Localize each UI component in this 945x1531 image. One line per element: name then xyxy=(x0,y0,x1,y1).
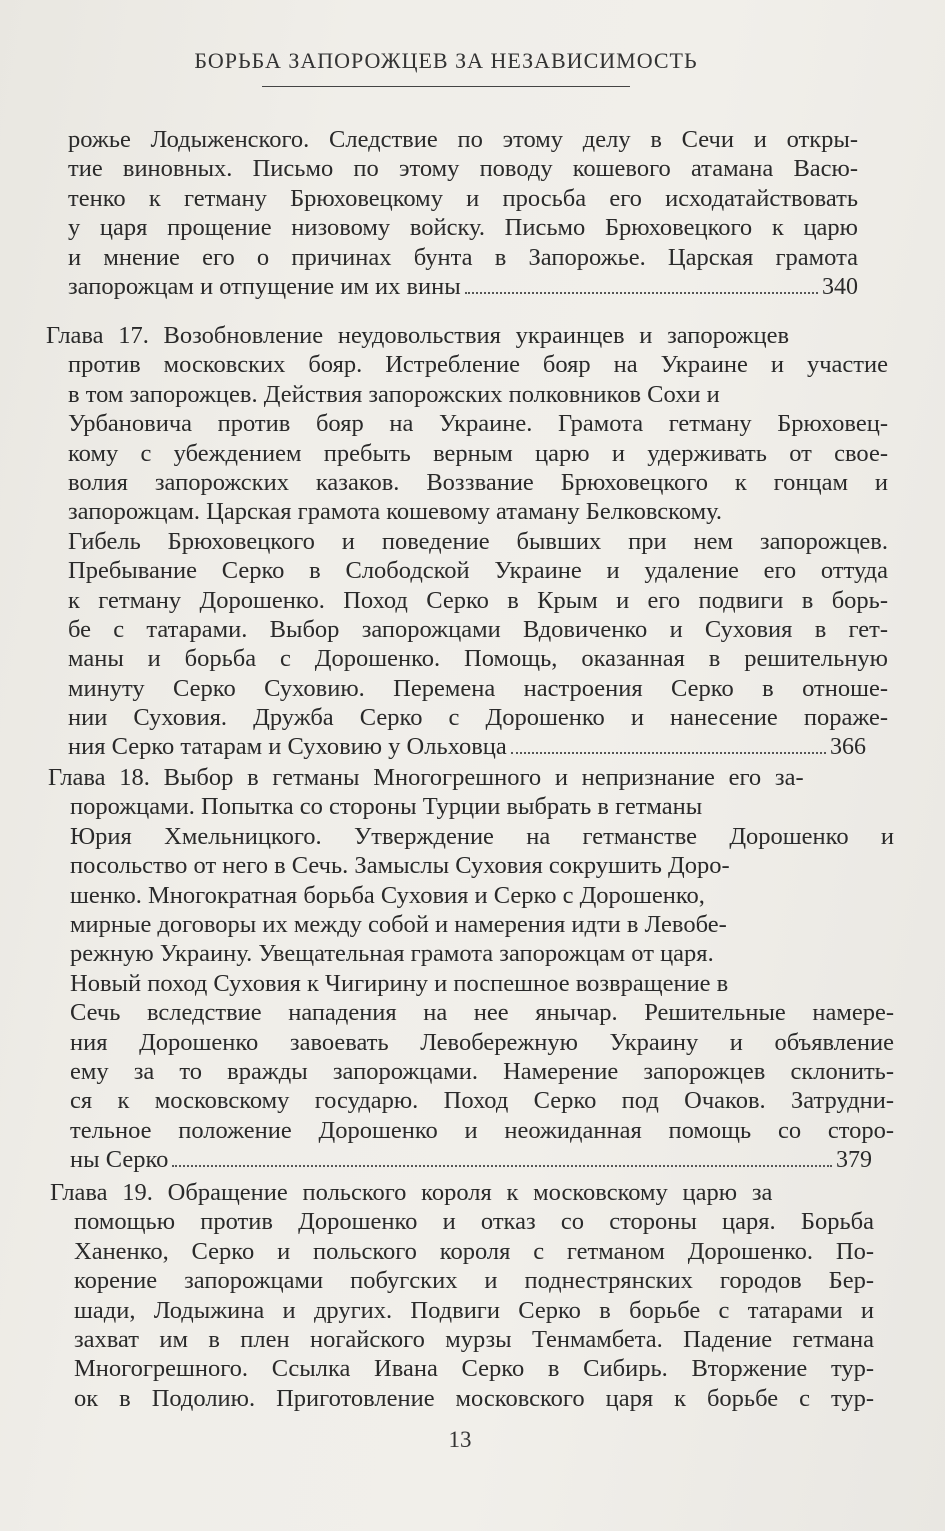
toc-entry-chapter-17 xyxy=(46,321,888,762)
toc-line: шенко. Многократная борьба Суховия и Серко с Дорошенко, xyxy=(70,881,705,909)
page-number: 366 xyxy=(830,734,866,761)
toc-line: шади, Лодыжина и других. Подвиги Серко в борьбе с татарами и xyxy=(74,1296,874,1324)
toc-line: Ханенко, Серко и польского короля с гетманом Дорошенко. По- xyxy=(74,1237,874,1265)
toc-entry-chapter-19 xyxy=(50,1178,874,1413)
page-folio: 13 xyxy=(448,1427,472,1452)
toc-leader-line xyxy=(68,732,866,761)
toc-line: ния Дорошенко завоевать Левобережную Украину и объявление xyxy=(70,1028,894,1056)
toc-line: рожье Лодыженского. Следствие по этому делу в Сечи и откры- xyxy=(68,126,858,153)
toc-line: Пребывание Серко в Слободской Украине и удаление его оттуда xyxy=(68,557,888,585)
toc-leader-line xyxy=(70,1145,872,1174)
toc-line: нии Суховия. Дружба Серко с Дорошенко и нанесение пораже- xyxy=(68,704,888,732)
toc-line: Урбановича против бояр на Украине. Грамота гетману Брюховец- xyxy=(68,410,888,438)
toc-line: ему за то вражды запорожцами. Намерение запорожцев склонить- xyxy=(70,1057,894,1085)
toc-line: против московских бояр. Истребление бояр на Украине и участие xyxy=(68,351,888,379)
toc-entry-chapter-18 xyxy=(48,763,894,1174)
toc-line: к гетману Дорошенко. Поход Серко в Крым и его подвиги в борь- xyxy=(68,586,888,614)
toc-line: корение запорожцами побугских и поднестрянских городов Бер- xyxy=(74,1267,874,1295)
running-head: БОРЬБА ЗАПОРОЖЦЕВ ЗА НЕЗАВИСИМОСТЬ xyxy=(194,48,698,73)
toc-entry-continuation xyxy=(68,125,858,301)
toc-line: маны и борьба с Дорошенко. Помощь, оказанная в решительную xyxy=(68,645,888,673)
page-number: 379 xyxy=(836,1147,872,1174)
toc-line: запорожцам. Царская грамота кошевому атаману Белковскому. xyxy=(68,498,723,526)
dot-leader xyxy=(172,1165,832,1167)
toc-leader-line xyxy=(68,272,858,301)
toc-entry-body xyxy=(46,350,888,761)
toc-line: бе с татарами. Выбор запорожцами Вдовиченко и Суховия в гет- xyxy=(68,615,888,643)
toc-line-text: ны Серко xyxy=(70,1146,169,1174)
toc-line: волия запорожских казаков. Воззвание Брюховецкого к гонцам и xyxy=(68,468,888,496)
toc-line: ся к московскому государю. Поход Серко под Очаков. Затрудни- xyxy=(70,1087,894,1115)
toc-line: режную Украину. Увещательная грамота запорожцам от царя. xyxy=(70,940,714,968)
toc-line-text: запорожцам и отпущение им их вины xyxy=(68,272,461,300)
toc-line: тенко к гетману Брюховецкому и просьба его исходатайствовать xyxy=(68,184,858,212)
toc-first-line: Глава 17. Возобновление неудовольствия украинцев и запорожцев xyxy=(46,322,790,349)
toc-first-line: Глава 18. Выбор в гетманы Многогрешного и непризнание его за- xyxy=(48,764,804,791)
toc-line: Многогрешного. Ссылка Ивана Серко в Сибирь. Вторжение тур- xyxy=(74,1355,874,1383)
toc-line: Гибель Брюховецкого и поведение бывших при нем запорожцев. xyxy=(68,527,888,555)
toc-line: мирные договоры их между собой и намерения идти в Левобе- xyxy=(70,910,727,938)
running-head-rule xyxy=(262,86,630,87)
toc-entry-body xyxy=(50,1207,874,1413)
toc-line: у царя прощение низовому войску. Письмо Брюховецкого к царю xyxy=(68,214,858,242)
toc-line: Новый поход Суховия к Чигирину и поспешное возвращение в xyxy=(70,969,729,997)
toc-line: тие виновных. Письмо по этому поводу кошевого атамана Васю- xyxy=(68,155,858,183)
toc-first-line: Глава 19. Обращение польского короля к московскому царю за xyxy=(50,1179,773,1206)
toc-entry-body xyxy=(48,792,894,1174)
toc-line: ок в Подолию. Приготовление московского царя к борьбе с тур- xyxy=(74,1384,874,1412)
page-number: 340 xyxy=(822,273,858,300)
toc-line: Юрия Хмельницкого. Утверждение на гетманстве Дорошенко и xyxy=(70,822,894,850)
toc-line: кому с убеждением пребыть верным царю и удерживать от свое- xyxy=(68,439,888,467)
toc-line: минуту Серко Суховию. Перемена настроения Серко в отноше- xyxy=(68,674,888,702)
toc-line: тельное положение Дорошенко и неожиданная помощь со сторо- xyxy=(70,1116,894,1144)
toc-line: в том запорожцев. Действия запорожских полковников Сохи и xyxy=(68,380,720,408)
toc-line: посольство от него в Сечь. Замыслы Суховия сокрушить Доро- xyxy=(70,852,730,880)
toc-line: Сечь вследствие нападения на нее янычар. Решительные намере- xyxy=(70,999,894,1027)
toc-line-text: ния Серко татарам и Суховию у Ольховца xyxy=(68,733,507,761)
toc-line: и мнение его о причинах бунта в Запорожье. Царская грамота xyxy=(68,243,858,271)
toc-line: захват им в плен ногайского мурзы Тенмамбета. Падение гетмана xyxy=(74,1325,874,1353)
dot-leader xyxy=(465,292,818,294)
toc-line: помощью против Дорошенко и отказ со стороны царя. Борьба xyxy=(74,1208,874,1236)
toc-line: порожцами. Попытка со стороны Турции выбрать в гетманы xyxy=(70,793,703,821)
dot-leader xyxy=(511,752,826,754)
